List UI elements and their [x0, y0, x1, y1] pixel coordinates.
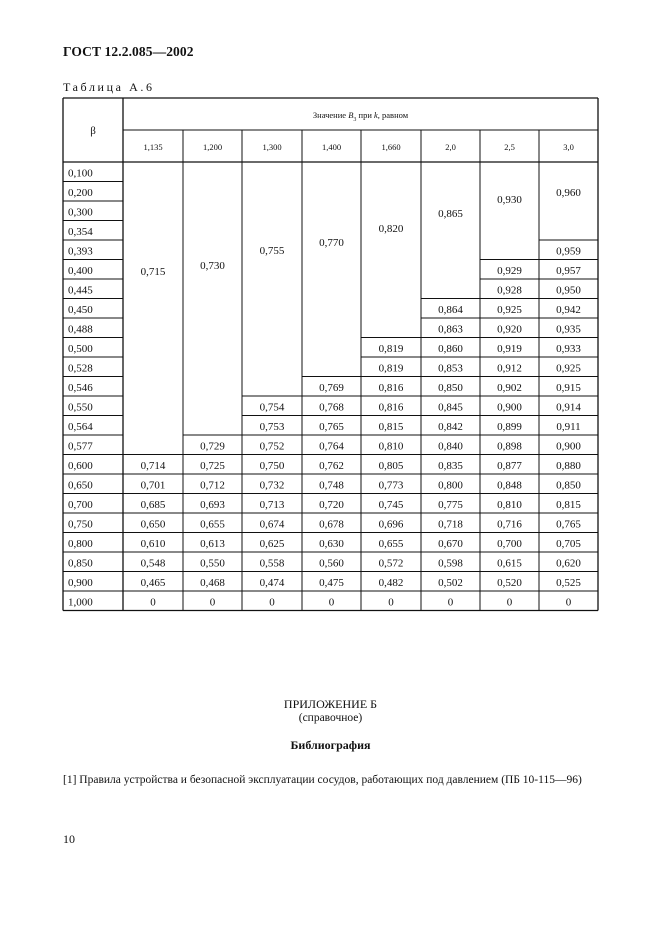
cell-value: 0,630 [319, 538, 344, 550]
cell-value: 0,765 [556, 518, 581, 531]
cell-value: 0,850 [438, 382, 463, 394]
beta-value: 0,650 [68, 479, 93, 492]
cell-value: 0,716 [497, 518, 522, 531]
cell-value: 0,655 [200, 518, 225, 531]
cell-value: 0,705 [556, 538, 581, 550]
beta-value: 0,393 [68, 245, 93, 258]
bibliography-heading: Библиография [290, 738, 371, 752]
cell-value: 0,912 [497, 362, 522, 375]
cell-value: 0,900 [497, 401, 522, 414]
beta-value: 0,500 [68, 343, 93, 355]
cell-value: 0,845 [438, 401, 463, 414]
merged-value-k25: 0,930 [497, 194, 522, 206]
k-value-header: 2,0 [445, 142, 456, 152]
cell-value: 0,465 [140, 577, 166, 589]
cell-value: 0,762 [319, 460, 344, 472]
cell-value: 0,712 [200, 479, 225, 492]
cell-value: 0,848 [497, 479, 522, 492]
cell-value: 0,850 [556, 479, 581, 492]
cell-value: 0,693 [200, 499, 225, 511]
cell-value: 0,769 [319, 382, 344, 394]
beta-value: 0,750 [68, 518, 93, 531]
k-value-header: 1,400 [321, 142, 342, 152]
cell-value: 0,701 [140, 479, 166, 492]
cell-value: 0,764 [319, 440, 344, 453]
merged-value-k1400: 0,770 [319, 237, 344, 249]
cell-value: 0,670 [438, 538, 463, 550]
cell-value: 0,610 [140, 538, 166, 550]
cell-value: 0,655 [378, 538, 404, 550]
cell-value: 0,775 [438, 499, 463, 511]
cell-value: 0 [447, 596, 454, 609]
cell-value: 0,598 [438, 557, 463, 570]
cell-value: 0,718 [438, 518, 463, 531]
beta-value: 1,000 [68, 596, 93, 609]
cell-value: 0,935 [556, 323, 581, 336]
beta-value: 0,564 [68, 421, 93, 433]
cell-value: 0,863 [438, 323, 463, 336]
cell-value: 0,625 [259, 538, 285, 550]
beta-value: 0,550 [68, 401, 93, 414]
beta-value: 0,577 [68, 440, 93, 453]
cell-value: 0,729 [200, 440, 225, 453]
cell-value: 0,650 [140, 518, 166, 531]
k-value-header: 1,135 [143, 142, 163, 152]
cell-value: 0,613 [200, 538, 225, 550]
k-value-header: 3,0 [563, 142, 574, 152]
beta-value: 0,100 [68, 167, 93, 180]
cell-value: 0,880 [556, 460, 581, 472]
cell-value: 0,925 [556, 362, 581, 375]
cell-value: 0,548 [140, 557, 166, 570]
k-value-header: 2,5 [504, 142, 515, 152]
cell-value: 0,919 [497, 343, 522, 355]
cell-value: 0,572 [378, 557, 404, 570]
k-group-header: Значение $B_3$ при k, равном [312, 110, 409, 123]
cell-value: 0,720 [319, 499, 344, 511]
cell-value: 0,560 [319, 557, 344, 570]
beta-value: 0,300 [68, 206, 93, 219]
beta-value: 0,546 [68, 382, 93, 394]
merged-value-k20: 0,865 [438, 208, 463, 220]
cell-value: 0,815 [556, 499, 581, 511]
merged-value-k1200: 0,730 [200, 260, 225, 272]
cell-value: 0,816 [378, 401, 404, 414]
cell-value: 0,840 [438, 440, 463, 453]
cell-value: 0,920 [497, 323, 522, 336]
cell-value: 0,620 [556, 557, 581, 570]
table-text [68, 110, 581, 609]
cell-value: 0,732 [259, 479, 285, 492]
cell-value: 0,768 [319, 401, 344, 414]
cell-value: 0,713 [259, 499, 285, 511]
cell-value: 0,805 [378, 460, 404, 472]
cell-value: 0,754 [259, 401, 285, 414]
beta-value: 0,450 [68, 304, 93, 316]
cell-value: 0,911 [556, 421, 581, 433]
bibliography-reference: [1] Правила устройства и безопасной эксплуатации сосудов, работающих под давлением (ПБ 10-115—96) [63, 774, 582, 786]
cell-value: 0,725 [200, 460, 225, 472]
cell-value: 0,748 [319, 479, 344, 492]
beta-value: 0,354 [68, 226, 93, 238]
cell-value: 0 [269, 596, 275, 609]
k-value-header: 1,300 [262, 142, 282, 152]
appendix-subtitle: (справочное) [298, 712, 363, 724]
cell-value: 0,914 [556, 401, 581, 414]
cell-value: 0,928 [497, 284, 522, 297]
table-caption: Таблица А.6 [63, 80, 155, 94]
cell-value: 0,745 [378, 499, 404, 511]
cell-value: 0,482 [378, 577, 404, 589]
beta-value: 0,800 [68, 538, 93, 550]
cell-value: 0,815 [378, 421, 404, 433]
document-header: ГОСТ 12.2.085—2002 [63, 44, 194, 59]
appendix-title: ПРИЛОЖЕНИЕ Б [283, 697, 378, 711]
beta-value: 0,200 [68, 187, 93, 199]
cell-value: 0 [565, 596, 572, 609]
cell-value: 0,900 [556, 440, 581, 453]
cell-value: 0,752 [259, 440, 285, 453]
merged-value-k1660: 0,820 [378, 223, 404, 235]
cell-value: 0 [388, 596, 394, 609]
cell-value: 0,475 [319, 577, 344, 589]
cell-value: 0,957 [556, 265, 581, 277]
cell-value: 0,942 [556, 304, 581, 316]
cell-value: 0,678 [319, 518, 344, 531]
cell-value: 0 [209, 596, 216, 609]
cell-value: 0,819 [378, 362, 404, 375]
cell-value: 0,685 [140, 499, 166, 511]
cell-value: 0,502 [438, 577, 463, 589]
cell-value: 0,468 [200, 577, 225, 589]
cell-value: 0 [150, 596, 156, 609]
cell-value: 0,898 [497, 440, 522, 453]
beta-value: 0,445 [68, 284, 93, 297]
cell-value: 0,819 [378, 343, 404, 355]
cell-value: 0,714 [140, 460, 166, 472]
cell-value: 0,674 [259, 518, 285, 531]
cell-value: 0,800 [438, 479, 463, 492]
cell-value: 0,933 [556, 343, 581, 355]
beta-value: 0,600 [68, 460, 93, 472]
cell-value: 0,864 [438, 304, 463, 316]
beta-value: 0,700 [68, 499, 93, 511]
cell-value: 0,615 [497, 557, 522, 570]
beta-header: β [90, 125, 96, 137]
cell-value: 0,773 [378, 479, 404, 492]
cell-value: 0,902 [497, 382, 522, 394]
page-number: 10 [63, 832, 75, 846]
cell-value: 0,810 [378, 440, 404, 453]
cell-value: 0,525 [556, 577, 581, 589]
cell-value: 0,753 [259, 421, 285, 433]
beta-value: 0,900 [68, 577, 93, 589]
beta-value: 0,488 [68, 323, 93, 336]
cell-value: 0,842 [438, 421, 463, 433]
cell-value: 0,765 [319, 421, 344, 433]
beta-value: 0,400 [68, 265, 93, 277]
cell-value: 0,550 [200, 557, 225, 570]
cell-value: 0 [506, 596, 513, 609]
cell-value: 0,899 [497, 421, 522, 433]
merged-value-k1300: 0,755 [259, 245, 285, 257]
k-value-header: 1,200 [202, 142, 223, 152]
merged-value-k30: 0,960 [556, 187, 581, 199]
cell-value: 0,950 [556, 284, 581, 297]
cell-value: 0,959 [556, 245, 581, 258]
cell-value: 0,925 [497, 304, 522, 316]
cell-value: 0,700 [497, 538, 522, 550]
cell-value: 0,810 [497, 499, 522, 511]
cell-value: 0,929 [497, 265, 522, 277]
beta-value: 0,850 [68, 557, 93, 570]
cell-value: 0,474 [259, 577, 285, 589]
cell-value: 0,696 [378, 518, 404, 531]
cell-value: 0,915 [556, 382, 581, 394]
cell-value: 0 [328, 596, 335, 609]
cell-value: 0,860 [438, 343, 463, 355]
cell-value: 0,816 [378, 382, 404, 394]
merged-value-k1135: 0,715 [140, 266, 166, 278]
cell-value: 0,835 [438, 460, 463, 472]
cell-value: 0,558 [259, 557, 285, 570]
cell-value: 0,750 [259, 460, 285, 472]
cell-value: 0,877 [497, 460, 522, 472]
cell-value: 0,853 [438, 362, 463, 375]
cell-value: 0,520 [497, 577, 522, 589]
k-value-header: 1,660 [381, 142, 401, 152]
beta-value: 0,528 [68, 362, 93, 375]
